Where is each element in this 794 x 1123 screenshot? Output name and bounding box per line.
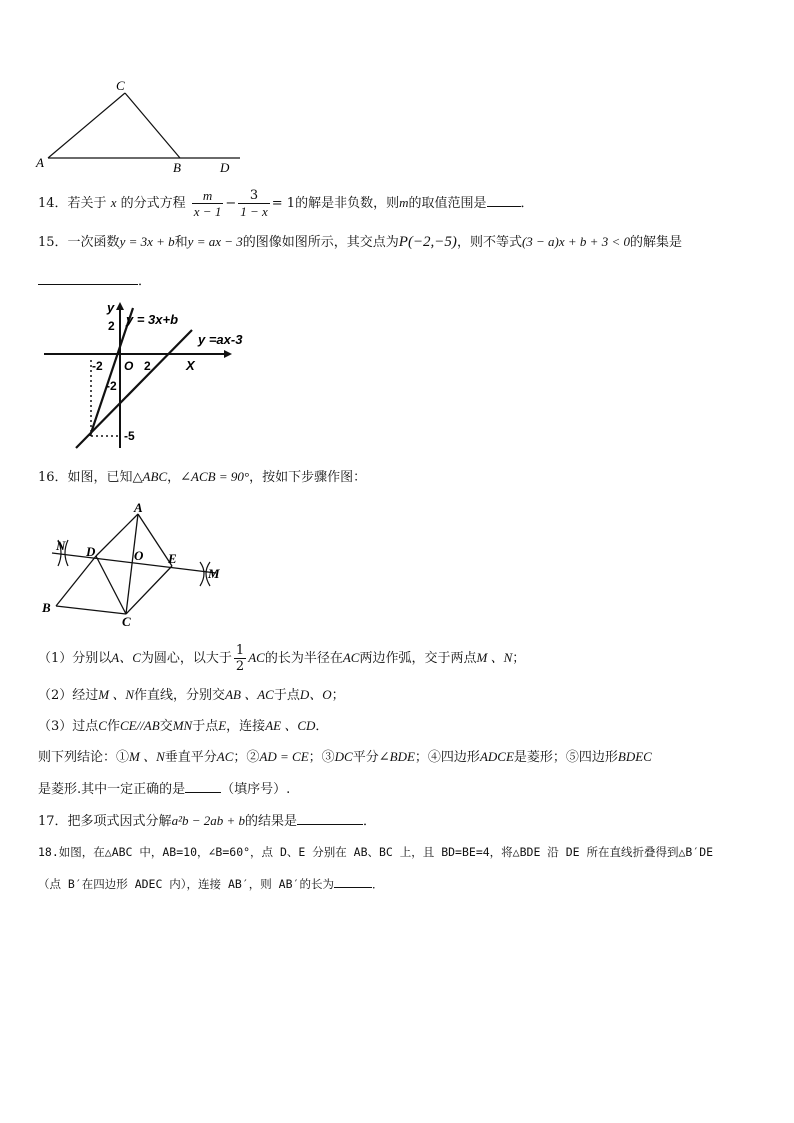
q18-period: ． bbox=[371, 877, 384, 891]
q16-intro-angle: ∠ACB = 90° bbox=[180, 469, 250, 484]
question-16-intro bbox=[38, 467, 366, 488]
q15-inequality: (3 − a)x + b + 3 < 0 bbox=[521, 234, 630, 249]
function-graph-figure bbox=[40, 298, 250, 458]
question-14 bbox=[38, 188, 534, 219]
graph-tick-ym2: -2 bbox=[106, 379, 117, 393]
q16-step3-d: 于点 bbox=[192, 719, 219, 734]
q16-conc-c: ；② bbox=[233, 750, 260, 765]
fig16-label-b: B bbox=[42, 600, 51, 615]
q16-conc-bdec: BDEC bbox=[617, 749, 652, 764]
q16-conc-d: ；③ bbox=[308, 750, 335, 765]
q18-answer-blank[interactable] bbox=[334, 873, 372, 888]
q15-and: 和 bbox=[174, 235, 188, 250]
graph-tick-xm2: -2 bbox=[92, 359, 103, 373]
fig16-label-c: C bbox=[122, 614, 131, 628]
q16-intro-tri: △ABC bbox=[132, 469, 168, 484]
q16-conc-a: 则下列结论：① bbox=[38, 750, 130, 765]
q16-intro-end: ，按如下步骤作图： bbox=[249, 470, 367, 485]
q16-step3-mn: MN bbox=[172, 718, 193, 733]
q16-intro-text: 如图，已知 bbox=[67, 470, 133, 485]
q15-answer-blank[interactable] bbox=[38, 270, 138, 285]
graph-tick-y2: 2 bbox=[108, 319, 115, 333]
q14-frac1-den: x − 1 bbox=[193, 204, 222, 219]
q17-text: 把多项式因式分解 bbox=[67, 814, 172, 829]
q15-period: ． bbox=[138, 274, 152, 289]
question-16-step2 bbox=[38, 685, 345, 706]
q15-func1: y = 3x + b bbox=[119, 234, 175, 249]
q14-answer-blank[interactable] bbox=[487, 192, 521, 207]
q14-text-mid: 的分式方程 bbox=[120, 196, 186, 211]
q16-number: 16． bbox=[38, 470, 68, 485]
graph-label-y: y bbox=[107, 300, 115, 315]
question-18-line2 bbox=[38, 873, 383, 894]
q16-step1-d: 两边作弧，交于两点 bbox=[359, 651, 477, 666]
graph-label-x: X bbox=[186, 358, 195, 373]
fig16-label-a: A bbox=[134, 500, 143, 515]
q16-conc-mn: M 、N bbox=[129, 749, 165, 764]
q16-conc-f: ；④四边形 bbox=[414, 750, 480, 765]
q15-func2: y = ax − 3 bbox=[187, 234, 243, 249]
q18-line2: （点 B′在四边形 ADEC 内），连接 AB′，则 AB′的长为 bbox=[38, 877, 334, 891]
q14-fraction-2 bbox=[238, 188, 270, 219]
q16-step3-a: （3）过点 bbox=[38, 719, 99, 734]
q14-minus: − bbox=[225, 196, 237, 211]
label-a: A bbox=[36, 155, 44, 170]
q16-conc-adce: AD = CE bbox=[259, 749, 309, 764]
q16-step3-f: ． bbox=[315, 719, 329, 734]
question-16-step1 bbox=[38, 640, 525, 677]
q16-conc-line2: 是菱形.其中一定正确的是 bbox=[38, 782, 186, 797]
question-16-conclusions-line2 bbox=[38, 778, 290, 800]
q16-intro-sep: ， bbox=[167, 470, 181, 485]
graph-label-line1: y = 3x+b bbox=[126, 312, 179, 327]
q14-var-x: x bbox=[110, 195, 117, 210]
question-18-line1 bbox=[38, 842, 713, 862]
q14-frac2-num: 3 bbox=[238, 188, 270, 204]
q14-var-m: m bbox=[399, 195, 409, 210]
q16-step1-mn: M 、N bbox=[476, 650, 513, 665]
q17-number: 17． bbox=[38, 814, 68, 829]
q16-answer-blank[interactable] bbox=[185, 778, 221, 793]
label-d: D bbox=[220, 160, 230, 175]
q14-period: ． bbox=[520, 196, 534, 211]
q16-conc-g: 是菱形；⑤四边形 bbox=[513, 750, 618, 765]
q16-half-num: 1 bbox=[235, 643, 245, 658]
question-16-step3 bbox=[38, 716, 328, 737]
q16-step2-a: （2）经过 bbox=[38, 688, 99, 703]
fig16-label-e: E bbox=[168, 551, 177, 566]
q17-answer-blank[interactable] bbox=[297, 810, 363, 825]
q16-step3-aecd: AE 、CD bbox=[265, 718, 316, 733]
graph-tick-ym5: -5 bbox=[124, 429, 135, 443]
q16-step1-ac: A、C bbox=[111, 650, 141, 665]
q15-point: P(−2,−5) bbox=[398, 234, 457, 250]
q14-fraction-1 bbox=[192, 188, 224, 219]
q14-number: 14． bbox=[38, 196, 68, 211]
q14-text-end: 的取值范围是 bbox=[408, 196, 487, 211]
q15-text3: ，则不等式 bbox=[456, 235, 522, 250]
q15-number: 15． bbox=[38, 235, 68, 250]
fig16-label-d: D bbox=[86, 544, 96, 559]
q16-step3-b: 作 bbox=[106, 719, 120, 734]
q18-line1: 18.如图，在△ABC 中，AB=10，∠B=60°，点 D、E 分别在 AB、BC 上，且 BD=BE=4，将△BDE 沿 DE 所在直线折叠得到△B′DE bbox=[38, 845, 714, 859]
label-b: B bbox=[173, 160, 181, 175]
q17-period: ． bbox=[363, 814, 377, 829]
q16-step2-c: 于点 bbox=[273, 688, 300, 703]
graph-label-o: O bbox=[124, 359, 134, 373]
question-15-answer-line bbox=[38, 270, 151, 292]
q16-step2-d: ； bbox=[331, 688, 345, 703]
graph-label-line2: y =ax-3 bbox=[198, 332, 243, 347]
q16-step2-mn: M 、N bbox=[98, 687, 135, 702]
q14-eq-rhs: = 1 bbox=[271, 196, 296, 211]
q14-text-post: 的解是非负数，则 bbox=[295, 196, 400, 211]
q14-frac2-den: 1 − x bbox=[240, 204, 268, 219]
q16-step1-ac2: AC bbox=[248, 650, 265, 665]
question-15 bbox=[38, 232, 682, 253]
q16-half-den: 2 bbox=[235, 659, 245, 674]
q16-step2-do: D、O bbox=[299, 687, 332, 702]
fig16-label-n: N bbox=[56, 538, 66, 553]
q16-step3-ce: CE//AB bbox=[119, 718, 160, 733]
q16-step1-b: 为圆心，以大于 bbox=[140, 651, 232, 666]
q15-text1: 一次函数 bbox=[67, 235, 120, 250]
q14-frac1-num: m bbox=[192, 188, 224, 204]
q14-text-pre: 若关于 bbox=[67, 196, 107, 211]
label-c: C bbox=[116, 78, 125, 93]
q16-step3-c: C bbox=[98, 718, 107, 733]
q17-text2: 的结果是 bbox=[245, 814, 298, 829]
q16-conc-bde: ∠BDE bbox=[378, 749, 415, 764]
graph-tick-x2: 2 bbox=[144, 359, 151, 373]
question-17 bbox=[38, 810, 376, 832]
q16-step1-ac3: AC bbox=[342, 650, 360, 665]
q15-text4: 的解集是 bbox=[629, 235, 682, 250]
q16-step3-e: E bbox=[218, 718, 227, 733]
fig16-label-m: M bbox=[208, 566, 220, 581]
q16-step1-e: ； bbox=[512, 651, 526, 666]
q16-conc-b: 垂直平分 bbox=[164, 750, 217, 765]
q16-conc-ac: AC bbox=[216, 749, 234, 764]
q16-half-fraction bbox=[234, 643, 246, 674]
q16-conc-dc: DC bbox=[334, 749, 353, 764]
q16-step2-ab: AB 、AC bbox=[225, 687, 274, 702]
q16-conc-end: （填序号）. bbox=[221, 782, 291, 797]
q17-expr: a²b − 2ab + b bbox=[171, 813, 246, 828]
q16-conc-adce2: ADCE bbox=[479, 749, 514, 764]
q16-step1-c: 的长为半径在 bbox=[264, 651, 343, 666]
q16-step3-e2: ，连接 bbox=[226, 719, 266, 734]
q16-conc-e: 平分 bbox=[352, 750, 379, 765]
q15-text2: 的图像如图所示，其交点为 bbox=[242, 235, 399, 250]
fig16-label-o: O bbox=[134, 548, 144, 563]
q16-step2-b: 作直线，分别交 bbox=[134, 688, 226, 703]
construction-figure bbox=[38, 498, 238, 628]
question-16-conclusions bbox=[38, 747, 652, 768]
triangle-figure bbox=[30, 75, 250, 175]
q16-step3-c2: 交 bbox=[159, 719, 173, 734]
q16-step1-a: （1）分别以 bbox=[38, 651, 112, 666]
